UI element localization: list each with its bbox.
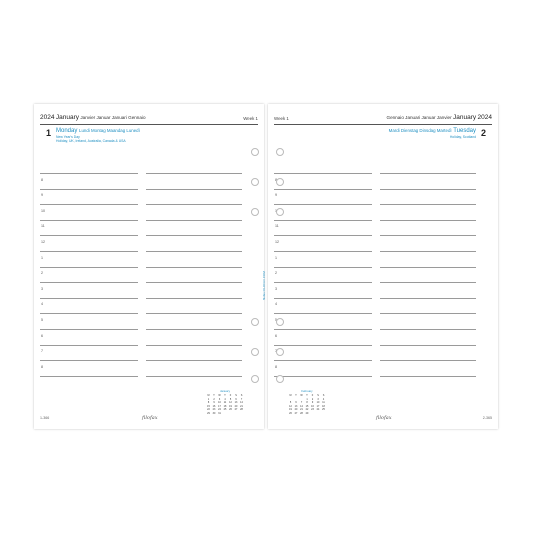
calendar-day: 8 — [306, 401, 308, 404]
calendar-day: 24 — [316, 408, 320, 411]
calendar-day: 7 — [240, 397, 243, 401]
hour-line-left-column — [274, 345, 372, 346]
calendar-day: 8 — [207, 401, 210, 404]
calendar-day: 16 — [212, 404, 216, 408]
hour-label: 6 — [41, 333, 43, 338]
hour-line-right-column — [380, 267, 476, 268]
calendar-day: 9 — [311, 401, 314, 404]
hour-line-right-column — [146, 329, 242, 330]
hour-line-left-column — [40, 251, 138, 252]
calendar-weekday-header: S — [240, 394, 243, 397]
hour-label: 12 — [41, 240, 45, 244]
right-day-name — [389, 128, 476, 134]
hour-line-right-column — [146, 360, 242, 361]
calendar-day: 28 — [240, 408, 243, 411]
left-calendar-title: January — [220, 389, 230, 393]
calendar-weekday-header: T — [213, 394, 215, 397]
hour-line-left-column — [274, 360, 372, 361]
hour-line-left-column — [274, 298, 372, 299]
hour-line-left-column — [274, 376, 372, 377]
calendar-day: 14 — [240, 401, 243, 404]
calendar-day: 15 — [305, 404, 309, 408]
hour-line-left-column — [274, 204, 372, 205]
binder-hole — [251, 375, 259, 383]
calendar-weekday-header: T — [224, 394, 226, 397]
left-mini-calendar — [206, 389, 244, 415]
right-page — [268, 104, 498, 429]
right-header — [274, 114, 492, 125]
calendar-day: 14 — [300, 404, 303, 408]
hour-line-left-column — [274, 251, 372, 252]
hour-line-right-column — [146, 282, 242, 283]
hour-line-right-column — [146, 345, 242, 346]
hour-line-left-column — [274, 313, 372, 314]
left-day-name-other: Lundi Montag Maandag Lunedì — [79, 128, 140, 133]
calendar-day: 27 — [234, 408, 238, 411]
calendar-day: 12 — [289, 404, 292, 408]
calendar-weekday-header: S — [317, 394, 319, 397]
hour-line-left-column — [40, 220, 138, 221]
calendar-weekday-header: T — [295, 394, 297, 397]
calendar-day: 29 — [207, 411, 210, 415]
calendar-day: 3 — [317, 397, 319, 401]
calendar-day: 28 — [300, 411, 303, 415]
hour-label: 1 — [41, 255, 43, 260]
calendar-day: 19 — [229, 404, 232, 408]
binder-hole — [276, 178, 284, 186]
calendar-day: 20 — [234, 404, 238, 408]
calendar-day: 20 — [294, 408, 298, 411]
calendar-day: 25 — [322, 408, 325, 411]
calendar-day: 25 — [223, 408, 227, 411]
hour-label: 11 — [41, 224, 45, 229]
calendar-day: 26 — [229, 408, 232, 411]
calendar-weekday-header: S — [235, 394, 237, 397]
hour-line-left-column — [274, 220, 372, 221]
hour-label: 5 — [41, 318, 43, 322]
hour-line-left-column — [40, 298, 138, 299]
hour-line-left-column — [40, 282, 138, 283]
hour-line-left-column — [40, 173, 138, 174]
calendar-day: 9 — [213, 401, 215, 404]
hour-line-right-column — [380, 189, 476, 190]
calendar-day: 6 — [235, 397, 237, 401]
binder-hole — [251, 148, 259, 156]
spine-brand-text: filofax FILOFAX.COM — [262, 271, 266, 300]
calendar-day: 17 — [218, 404, 221, 408]
calendar-weekday-header: F — [311, 394, 314, 397]
hour-line-right-column — [146, 189, 242, 190]
hour-label: 10 — [41, 208, 45, 213]
calendar-day: 12 — [229, 401, 232, 404]
hour-line-right-column — [146, 313, 242, 314]
calendar-day: 18 — [322, 404, 325, 408]
calendar-weekday-header: W — [300, 394, 303, 397]
calendar-day: 27 — [294, 411, 298, 415]
hour-line-right-column — [146, 173, 242, 174]
hour-line-left-column — [40, 189, 138, 190]
hour-line-right-column — [380, 251, 476, 252]
calendar-day: 23 — [212, 408, 216, 411]
hour-label: 3 — [41, 286, 43, 291]
calendar-day: 5 — [289, 401, 292, 404]
binder-hole — [276, 348, 284, 356]
calendar-day: 15 — [207, 404, 210, 408]
right-month-languages: Gennaio Januari Januar Janvier — [386, 115, 452, 120]
calendar-day: 6 — [295, 401, 297, 404]
right-brand-logo: filofax — [376, 415, 392, 421]
binder-hole — [276, 375, 284, 383]
hour-label: 7 — [41, 349, 43, 354]
right-mini-calendar — [288, 389, 326, 415]
calendar-day: 17 — [316, 404, 320, 408]
hour-label: 4 — [41, 302, 43, 307]
right-day-name-en: Tuesday — [453, 128, 476, 134]
hour-line-right-column — [380, 204, 476, 205]
hour-line-left-column — [274, 235, 372, 236]
calendar-day: 13 — [234, 401, 238, 404]
left-month: January — [55, 114, 79, 121]
calendar-day: 31 — [218, 411, 221, 415]
calendar-day: 21 — [300, 408, 303, 411]
hour-line-left-column — [274, 282, 372, 283]
calendar-day: 10 — [316, 401, 320, 404]
hour-line-right-column — [380, 329, 476, 330]
hour-line-left-column — [40, 235, 138, 236]
calendar-day: 24 — [218, 408, 221, 411]
hour-line-left-column — [40, 376, 138, 377]
left-year: 2024 — [40, 114, 55, 121]
hour-line-right-column — [380, 282, 476, 283]
left-week: Week 1 — [243, 116, 258, 121]
calendar-day: 3 — [218, 397, 221, 401]
left-day-number: 1 — [46, 128, 52, 138]
hour-line-right-column — [380, 345, 476, 346]
right-calendar-grid — [288, 394, 326, 415]
calendar-day: 7 — [300, 401, 303, 404]
calendar-day: 5 — [229, 397, 232, 401]
calendar-weekday-header: W — [218, 394, 221, 397]
hour-line-left-column — [40, 360, 138, 361]
hour-label: 9 — [41, 193, 43, 198]
calendar-day: 1 — [207, 397, 210, 401]
calendar-day: 13 — [294, 404, 298, 408]
left-day-name — [56, 128, 140, 134]
hour-line-left-column — [40, 345, 138, 346]
right-day-number: 2 — [480, 128, 486, 138]
calendar-day: 21 — [240, 404, 243, 408]
calendar-weekday-header: M — [289, 394, 292, 397]
hour-line-right-column — [380, 235, 476, 236]
binder-hole — [276, 208, 284, 216]
calendar-day: 18 — [223, 404, 227, 408]
calendar-day: 26 — [289, 411, 292, 415]
hour-line-left-column — [40, 313, 138, 314]
calendar-weekday-header: F — [229, 394, 232, 397]
hour-line-right-column — [380, 313, 476, 314]
hour-label: 1 — [275, 255, 277, 260]
right-month: January — [453, 114, 477, 121]
hour-line-left-column — [274, 329, 372, 330]
calendar-day: 10 — [218, 401, 221, 404]
right-year: 2024 — [477, 114, 492, 121]
calendar-weekday-header: T — [306, 394, 308, 397]
binder-hole — [276, 148, 284, 156]
hour-line-right-column — [380, 298, 476, 299]
left-calendar-grid — [206, 394, 244, 415]
hour-label: 12 — [275, 240, 279, 244]
calendar-day: 4 — [224, 397, 226, 401]
left-page — [34, 104, 264, 429]
hour-line-left-column — [274, 267, 372, 268]
calendar-day: 2 — [213, 397, 215, 401]
hour-label: 2 — [275, 271, 277, 276]
hour-line-right-column — [146, 298, 242, 299]
calendar-weekday-header: M — [207, 394, 210, 397]
binder-hole — [251, 348, 259, 356]
calendar-day: 4 — [322, 397, 325, 401]
hour-line-right-column — [380, 173, 476, 174]
hour-line-right-column — [146, 251, 242, 252]
left-page-code: 1-366 — [40, 416, 50, 420]
calendar-day: 23 — [311, 408, 314, 411]
calendar-weekday-header: S — [322, 394, 325, 397]
hour-label: 8 — [41, 364, 43, 369]
hour-line-right-column — [146, 235, 242, 236]
binder-hole — [251, 318, 259, 326]
hour-line-left-column — [40, 204, 138, 205]
hour-label: 9 — [275, 193, 277, 198]
hour-line-right-column — [380, 360, 476, 361]
hour-label: 6 — [275, 333, 277, 338]
binder-hole — [251, 208, 259, 216]
left-holiday-note: New Year's Day — [56, 135, 80, 139]
hour-label: 3 — [275, 286, 277, 291]
hour-label: 8 — [41, 177, 43, 182]
hour-label: 11 — [275, 224, 279, 229]
calendar-day: 16 — [311, 404, 314, 408]
left-holiday-detail: Holiday, UK, Ireland, Australia, Canada & USA — [56, 139, 126, 143]
hour-line-right-column — [146, 376, 242, 377]
calendar-day: 22 — [207, 408, 210, 411]
hour-line-left-column — [274, 173, 372, 174]
calendar-day: 29 — [305, 411, 309, 415]
hour-line-left-column — [40, 329, 138, 330]
hour-line-left-column — [40, 267, 138, 268]
right-week: Week 1 — [274, 116, 289, 121]
left-brand-logo: filofax — [142, 415, 158, 421]
hour-line-left-column — [274, 189, 372, 190]
hour-line-right-column — [146, 267, 242, 268]
hour-line-right-column — [380, 376, 476, 377]
hour-line-right-column — [146, 204, 242, 205]
left-month-languages: Janvier Januar Januari Gennaio — [80, 115, 146, 120]
calendar-day: 30 — [212, 411, 216, 415]
calendar-day: 22 — [305, 408, 309, 411]
hour-line-right-column — [380, 220, 476, 221]
calendar-day: 1 — [306, 397, 308, 401]
left-day-name-en: Monday — [56, 128, 78, 134]
hour-label: 8 — [275, 364, 277, 369]
hour-line-right-column — [146, 220, 242, 221]
calendar-day: 2 — [311, 397, 314, 401]
calendar-day: 11 — [223, 401, 227, 404]
hour-label: 4 — [275, 302, 277, 307]
calendar-day: 11 — [322, 401, 325, 404]
right-day-name-other: Mardi Dienstag Dinsdag Martedì — [388, 128, 452, 133]
binder-hole — [251, 178, 259, 186]
binder-hole — [276, 318, 284, 326]
right-page-code: 2-365 — [482, 416, 492, 420]
right-calendar-title: February — [301, 389, 313, 393]
calendar-day: 19 — [289, 408, 292, 411]
hour-label: 2 — [41, 271, 43, 276]
left-header — [40, 114, 258, 125]
right-holiday-note: Holiday, Scotland — [449, 135, 476, 139]
